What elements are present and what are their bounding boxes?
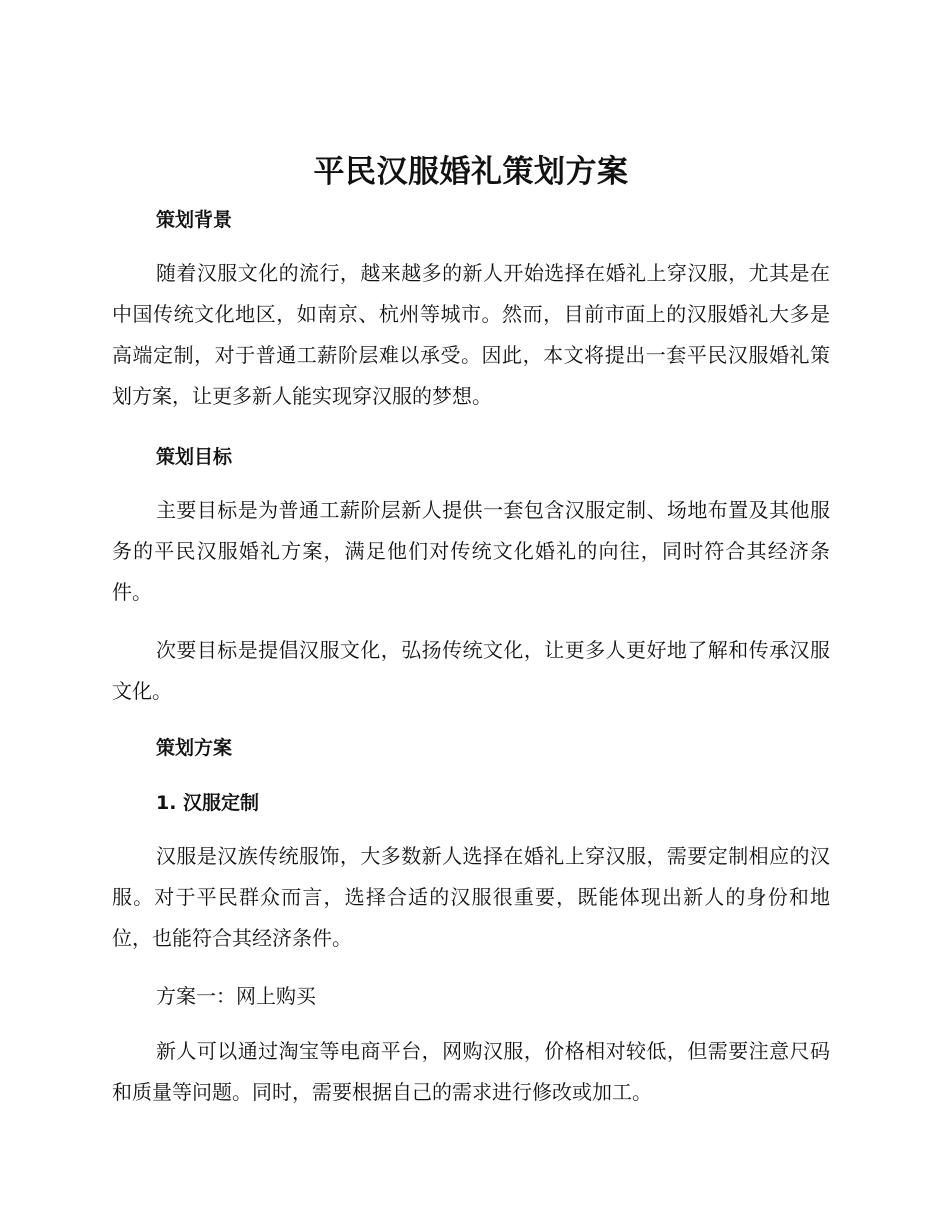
paragraph-goal-secondary: 次要目标是提倡汉服文化，弘扬传统文化，让更多人更好地了解和传承汉服文化。 (112, 638, 830, 703)
heading-plan: 策划方案 (156, 737, 233, 759)
heading-background: 策划背景 (156, 209, 233, 231)
heading-goal: 策划目标 (156, 446, 233, 468)
paragraph-goal-main: 主要目标是为普通工薪阶层新人提供一套包含汉服定制、场地布置及其他服务的平民汉服婚礼方案，满足他们对传统文化婚礼的向往，同时符合其经济条件。 (112, 498, 830, 604)
paragraph-option-1-title: 方案一：网上购买 (156, 984, 316, 1008)
document-title: 平民汉服婚礼策划方案 (313, 154, 629, 190)
paragraph-option-1: 新人可以通过淘宝等电商平台，网购汉服，价格相对较低，但需要注意尺码和质量等问题。同时，需要根据自己的需求进行修改或加工。 (112, 1039, 830, 1104)
paragraph-background: 随着汉服文化的流行，越来越多的新人开始选择在婚礼上穿汉服，尤其是在中国传统文化地区，如南京、杭州等城市。然而，目前市面上的汉服婚礼大多是高端定制，对于普通工薪阶层难以承受。因此，本文将提出一套平民汉服婚礼策划方案，让更多新人能实现穿汉服的梦想。 (112, 261, 830, 408)
heading-plan-1: 1. 汉服定制 (156, 792, 260, 814)
paragraph-plan-1: 汉服是汉族传统服饰，大多数新人选择在婚礼上穿汉服，需要定制相应的汉服。对于平民群众而言，选择合适的汉服很重要，既能体现出新人的身份和地位，也能符合其经济条件。 (112, 844, 830, 950)
